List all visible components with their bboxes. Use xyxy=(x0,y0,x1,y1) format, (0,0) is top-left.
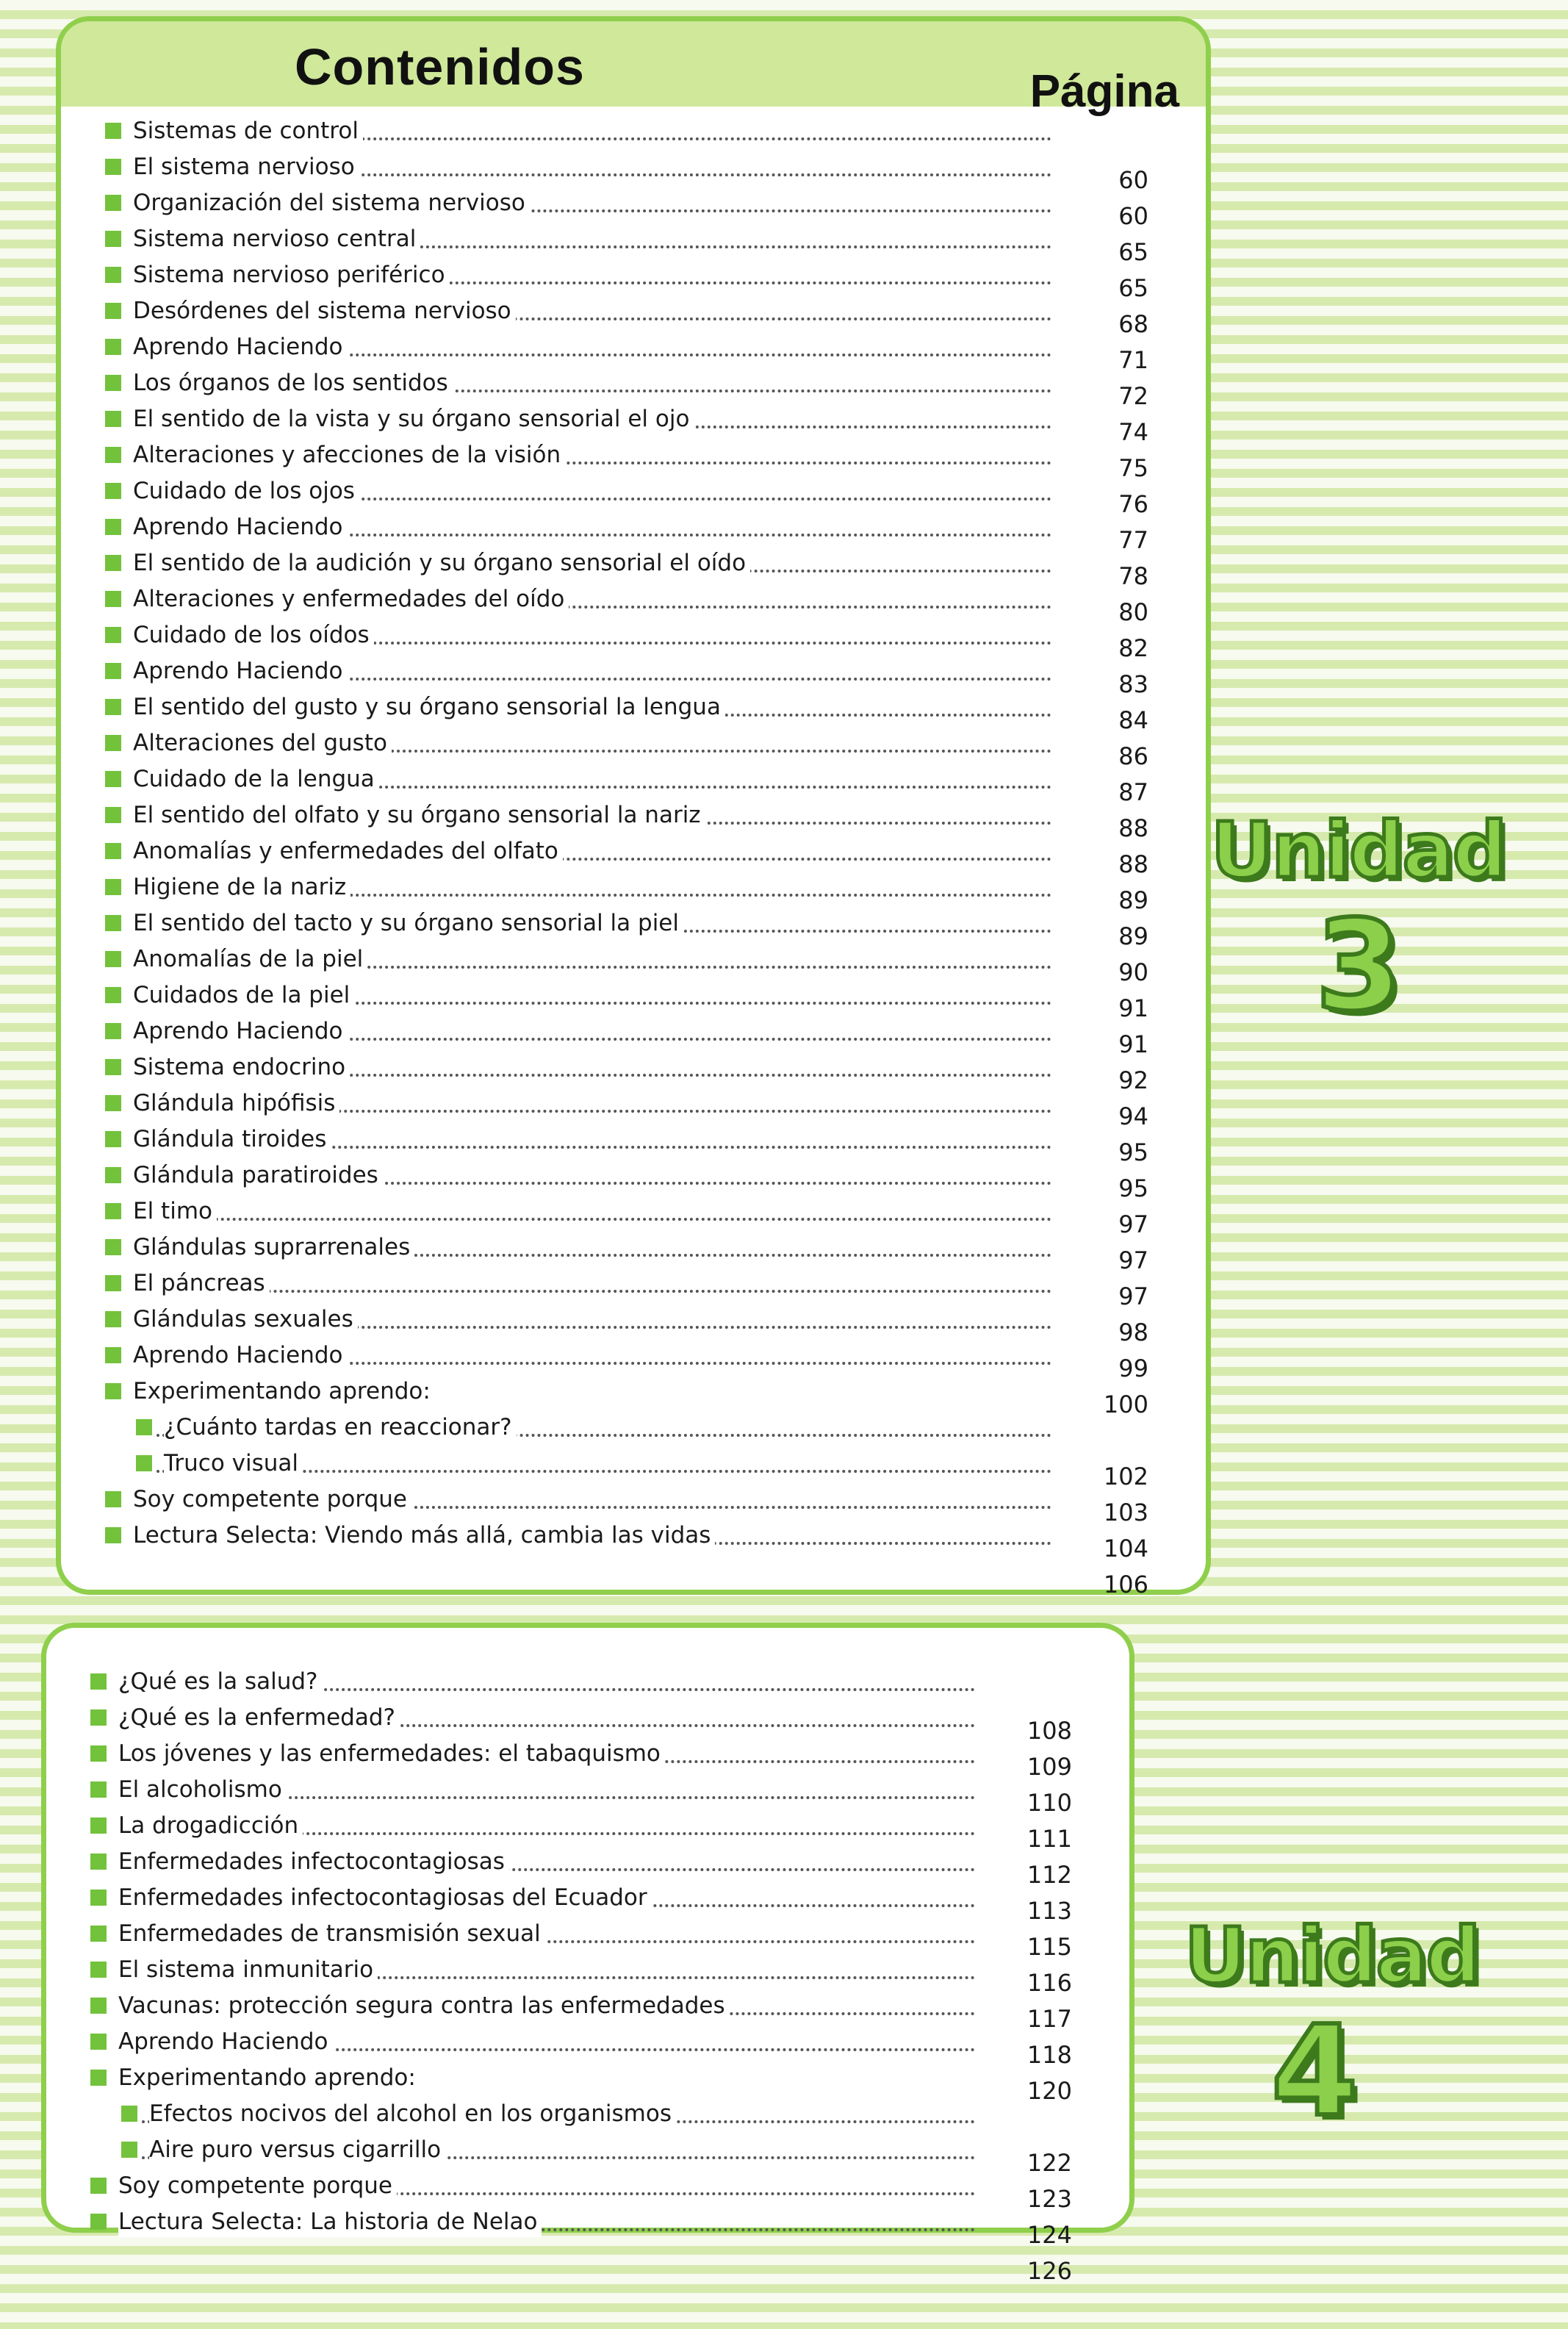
toc-entry-label: El timo xyxy=(133,1196,217,1227)
bullet-square-icon xyxy=(105,1203,121,1219)
bullet-square-icon xyxy=(136,1419,152,1435)
toc-entry xyxy=(61,548,1206,590)
toc-entry-page: 109 xyxy=(1026,1753,1072,1781)
toc-entry-label: Cuidados de la piel xyxy=(133,980,354,1011)
toc-entry-label: El páncreas xyxy=(133,1268,270,1299)
toc-entry xyxy=(46,1810,1129,1853)
toc-entry xyxy=(61,331,1206,374)
toc-entry xyxy=(61,980,1206,1022)
toc-entry-page: 97 xyxy=(1118,1210,1148,1238)
bullet-square-icon xyxy=(105,375,121,391)
bullet-square-icon xyxy=(90,1853,107,1870)
toc-entry-label: Aire puro versus cigarrillo xyxy=(149,2134,445,2165)
toc-entry-page: 106 xyxy=(1103,1571,1148,1598)
unit4-word: Unidad xyxy=(1184,1911,1480,2000)
bullet-square-icon xyxy=(90,1709,107,1726)
bullet-square-icon xyxy=(105,699,121,715)
bullet-square-icon xyxy=(105,879,121,895)
toc-entry-label: Glándulas suprarrenales xyxy=(133,1232,414,1263)
bullet-square-icon xyxy=(90,1781,107,1798)
bullet-square-icon xyxy=(90,2070,107,2086)
toc-entry-label: Sistema nervioso central xyxy=(133,223,420,254)
toc-entry xyxy=(61,1340,1206,1382)
toc-entry xyxy=(46,2026,1129,2069)
toc-entry-label: Glándula paratiroides xyxy=(133,1160,383,1191)
toc-entry-label: Anomalías y enfermedades del olfato xyxy=(133,836,563,866)
toc-entry xyxy=(61,1016,1206,1058)
toc-entry xyxy=(46,1666,1129,1702)
bullet-square-icon xyxy=(105,411,121,427)
bullet-square-icon xyxy=(105,267,121,283)
toc-entry-label: Aprendo Haciendo xyxy=(133,1016,348,1047)
toc-entry-page: 72 xyxy=(1118,382,1148,410)
toc-entry xyxy=(61,1304,1206,1346)
toc-entry-label: ¿Cuánto tardas en reaccionar? xyxy=(164,1412,517,1443)
toc-entry-label: Glándula hipófisis xyxy=(133,1088,339,1119)
toc-entry-page: 123 xyxy=(1026,2185,1072,2213)
toc-entry-label: El sentido del gusto y su órgano sensorial la lengua xyxy=(133,692,725,722)
toc-entry-label: Los jóvenes y las enfermedades: el tabaquismo xyxy=(118,1738,665,1769)
bullet-square-icon xyxy=(105,591,121,607)
toc-entry-label: Experimentando aprendo: xyxy=(118,2062,420,2093)
bullet-square-icon xyxy=(105,843,121,859)
toc-entry-page: 113 xyxy=(1026,1897,1072,1925)
bullet-square-icon xyxy=(121,2106,137,2122)
toc-entry-page: 104 xyxy=(1103,1535,1148,1562)
toc-entry xyxy=(61,656,1206,698)
toc-entry xyxy=(61,476,1206,518)
toc-entry xyxy=(61,728,1206,770)
toc-entry-page: 112 xyxy=(1026,1861,1072,1889)
bullet-square-icon xyxy=(105,519,121,535)
unit4-entry-list xyxy=(46,1666,1129,2285)
toc-entry-label: Anomalías de la piel xyxy=(133,944,367,975)
unit4-number: 4 xyxy=(1271,1999,1359,2145)
bullet-square-icon xyxy=(105,303,121,319)
toc-entry xyxy=(61,1268,1206,1310)
toc-entry xyxy=(61,512,1206,554)
toc-entry-page: 86 xyxy=(1118,742,1148,770)
toc-entry xyxy=(61,403,1206,446)
bullet-square-icon xyxy=(90,1890,107,1906)
toc-entry-label: El sentido de la vista y su órgano sensorial el ojo xyxy=(133,403,694,434)
toc-entry xyxy=(46,1774,1129,1817)
toc-entry-page: 116 xyxy=(1026,1969,1072,1997)
toc-entry xyxy=(46,2062,1129,2105)
bullet-square-icon xyxy=(105,987,121,1003)
toc-entry-page: 87 xyxy=(1118,778,1148,806)
toc-entry-page: 60 xyxy=(1118,202,1148,230)
toc-entry xyxy=(61,1088,1206,1130)
bullet-square-icon xyxy=(105,1275,121,1291)
contents-header xyxy=(61,21,1206,117)
toc-entry xyxy=(61,1484,1206,1526)
toc-entry xyxy=(46,1990,1129,2033)
toc-entry xyxy=(46,2242,1129,2285)
dot-leader xyxy=(157,1290,1051,1293)
bullet-square-icon xyxy=(105,1239,121,1255)
toc-entry-label: Lectura Selecta: La historia de Nelao xyxy=(118,2206,542,2237)
toc-entry-page: 83 xyxy=(1118,670,1148,698)
bullet-square-icon xyxy=(105,1095,121,1111)
toc-entry xyxy=(61,584,1206,626)
toc-entry-page: 126 xyxy=(1026,2257,1072,2285)
toc-entry xyxy=(61,692,1206,734)
toc-entry xyxy=(46,2206,1129,2249)
bullet-square-icon xyxy=(105,1491,121,1507)
toc-entry-label: Efectos nocivos del alcohol en los organismos xyxy=(149,2098,676,2129)
toc-entry-page: 97 xyxy=(1118,1246,1148,1274)
toc-entry-label: Soy competente porque xyxy=(133,1484,411,1515)
toc-entry-page: 95 xyxy=(1118,1174,1148,1202)
bullet-square-icon xyxy=(105,1167,121,1183)
bullet-square-icon xyxy=(90,2214,107,2230)
unit3-entry-list xyxy=(61,115,1206,1598)
bullet-square-icon xyxy=(105,123,121,139)
toc-entry-label: Soy competente porque xyxy=(118,2170,397,2201)
toc-entry xyxy=(61,1376,1206,1418)
toc-entry-page: 74 xyxy=(1118,418,1148,446)
toc-entry-label: Aprendo Haciendo xyxy=(118,2026,333,2057)
toc-entry-label: El sentido del tacto y su órgano sensorial la piel xyxy=(133,908,683,939)
toc-entry-label: Desórdenes del sistema nervioso xyxy=(133,295,516,326)
toc-entry xyxy=(61,908,1206,950)
toc-entry-page: 75 xyxy=(1118,454,1148,482)
toc-entry xyxy=(61,1232,1206,1274)
toc-entry-label: El alcoholismo xyxy=(118,1774,287,1805)
toc-entry-page: 115 xyxy=(1026,1933,1072,1961)
bullet-square-icon xyxy=(105,663,121,679)
toc-entry-label: Aprendo Haciendo xyxy=(133,331,348,362)
toc-entry-page: 90 xyxy=(1118,958,1148,986)
toc-entry-label: Alteraciones y afecciones de la visión xyxy=(133,439,565,470)
toc-entry xyxy=(61,187,1206,230)
toc-entry xyxy=(61,151,1206,194)
toc-entry-label: Enfermedades de transmisión sexual xyxy=(118,1918,545,1949)
toc-entry-page: 98 xyxy=(1118,1318,1148,1346)
toc-entry-label: Experimentando aprendo: xyxy=(133,1376,435,1407)
toc-entry xyxy=(46,2170,1129,2213)
toc-entry-label: Truco visual xyxy=(164,1448,303,1479)
toc-entry-page: 120 xyxy=(1026,2077,1072,2105)
bullet-square-icon xyxy=(105,231,121,247)
toc-entry xyxy=(61,872,1206,914)
toc-entry-label: El sistema nervioso xyxy=(133,151,359,182)
toc-entry-label: Cuidado de la lengua xyxy=(133,764,379,794)
toc-entry-page: 122 xyxy=(1026,2149,1072,2177)
bullet-square-icon xyxy=(105,1023,121,1039)
toc-entry-page: 102 xyxy=(1103,1463,1148,1490)
toc-entry-page: 60 xyxy=(1118,166,1148,194)
bullet-square-icon xyxy=(105,195,121,211)
toc-entry-label: Alteraciones y enfermedades del oído xyxy=(133,584,569,614)
toc-entry-label: Vacunas: protección segura contra las enfermedades xyxy=(118,1990,730,2021)
toc-entry xyxy=(46,1954,1129,1997)
toc-entry xyxy=(61,764,1206,806)
toc-entry xyxy=(61,1520,1206,1562)
bullet-square-icon xyxy=(105,735,121,751)
contents-title: Contenidos xyxy=(295,38,585,96)
toc-entry-page: 92 xyxy=(1118,1066,1148,1094)
bullet-square-icon xyxy=(90,2034,107,2050)
toc-entry-label: El sentido del olfato y su órgano sensorial la nariz xyxy=(133,800,705,830)
toc-entry-page: 89 xyxy=(1118,922,1148,950)
bullet-square-icon xyxy=(105,627,121,643)
toc-entry-label: Aprendo Haciendo xyxy=(133,656,348,686)
bullet-square-icon xyxy=(90,1673,107,1690)
bullet-square-icon xyxy=(90,1926,107,1942)
dot-leader xyxy=(157,1218,1051,1221)
toc-entry xyxy=(61,1160,1206,1202)
toc-entry xyxy=(46,1702,1129,1745)
bullet-square-icon xyxy=(105,1311,121,1327)
toc-entry-page: 103 xyxy=(1103,1499,1148,1526)
toc-entry-page: 78 xyxy=(1118,562,1148,590)
bullet-square-icon xyxy=(105,339,121,355)
bullet-square-icon xyxy=(90,1817,107,1834)
bullet-square-icon xyxy=(105,771,121,787)
bullet-square-icon xyxy=(105,1383,121,1399)
unit3-contents-panel xyxy=(56,16,1211,1598)
toc-entry-label: Sistema endocrino xyxy=(133,1052,350,1083)
bullet-square-icon xyxy=(105,807,121,823)
toc-entry xyxy=(46,1918,1129,1961)
toc-entry-page: 82 xyxy=(1118,634,1148,662)
toc-entry xyxy=(46,2134,1129,2177)
toc-entry-label: Cuidado de los oídos xyxy=(133,620,374,650)
toc-entry xyxy=(61,1448,1206,1490)
toc-entry xyxy=(61,259,1206,302)
toc-entry-label: Enfermedades infectocontagiosas del Ecuador xyxy=(118,1882,652,1913)
toc-entry-label: Aprendo Haciendo xyxy=(133,512,348,542)
toc-entry-page: 89 xyxy=(1118,886,1148,914)
toc-entry-page: 94 xyxy=(1118,1102,1148,1130)
toc-entry-label: Cuidado de los ojos xyxy=(133,476,359,506)
toc-entry xyxy=(61,367,1206,410)
toc-entry-page: 99 xyxy=(1118,1354,1148,1382)
toc-entry-label: Sistemas de control xyxy=(133,115,363,146)
toc-entry-page: 117 xyxy=(1026,2005,1072,2033)
toc-entry xyxy=(46,1882,1129,1925)
toc-entry-label: Enfermedades infectocontagiosas xyxy=(118,1846,509,1877)
toc-entry-page: 65 xyxy=(1118,274,1148,302)
toc-entry-label: Alteraciones del gusto xyxy=(133,728,392,758)
unit4-contents-panel xyxy=(41,1623,1134,2285)
toc-entry-label: El sistema inmunitario xyxy=(118,1954,378,1985)
toc-entry-page: 80 xyxy=(1118,598,1148,626)
toc-entry xyxy=(46,2098,1129,2134)
toc-entry xyxy=(61,295,1206,338)
toc-entry xyxy=(61,439,1206,482)
toc-entry-page: 71 xyxy=(1118,346,1148,374)
bullet-square-icon xyxy=(105,483,121,499)
toc-entry-label: Organización del sistema nervioso xyxy=(133,187,530,218)
bullet-square-icon xyxy=(105,1527,121,1543)
unit3-word: Unidad xyxy=(1211,805,1506,895)
toc-entry xyxy=(61,944,1206,986)
toc-entry xyxy=(61,1196,1206,1238)
toc-entry-page: 88 xyxy=(1118,814,1148,842)
toc-entry-label: Aprendo Haciendo xyxy=(133,1340,348,1371)
toc-entry xyxy=(61,800,1206,842)
toc-entry-label: ¿Qué es la salud? xyxy=(118,1666,323,1697)
toc-entry-page: 84 xyxy=(1118,706,1148,734)
toc-entry-page: 118 xyxy=(1026,2041,1072,2069)
toc-entry-page: 108 xyxy=(1026,1717,1072,1745)
bullet-square-icon xyxy=(90,1962,107,1978)
toc-entry-page: 68 xyxy=(1118,310,1148,338)
bullet-square-icon xyxy=(105,447,121,463)
toc-entry-label: Lectura Selecta: Viendo más allá, cambia las vidas xyxy=(133,1520,715,1551)
toc-entry-page: 91 xyxy=(1118,1030,1148,1058)
toc-entry xyxy=(61,836,1206,878)
bullet-square-icon xyxy=(90,1745,107,1762)
toc-entry-label: Sistema nervioso periférico xyxy=(133,259,450,290)
bullet-square-icon xyxy=(105,555,121,571)
bullet-square-icon xyxy=(105,951,121,967)
toc-entry xyxy=(61,1124,1206,1166)
bullet-square-icon xyxy=(121,2142,137,2158)
toc-entry-page: 77 xyxy=(1118,526,1148,554)
toc-entry-page: 95 xyxy=(1118,1138,1148,1166)
unit3-number: 3 xyxy=(1315,894,1403,1039)
toc-entry-page: 65 xyxy=(1118,238,1148,266)
toc-entry-label: Glándulas sexuales xyxy=(133,1304,358,1335)
toc-entry-label: Higiene de la nariz xyxy=(133,872,350,902)
toc-entry-page: 111 xyxy=(1026,1825,1072,1853)
toc-entry-label: Glándula tiroides xyxy=(133,1124,331,1155)
toc-entry-page: 76 xyxy=(1118,490,1148,518)
toc-entry xyxy=(61,115,1206,151)
toc-entry-label: Los órganos de los sentidos xyxy=(133,367,453,398)
toc-entry xyxy=(61,1556,1206,1598)
toc-entry-label: ¿Qué es la enfermedad? xyxy=(118,1702,400,1733)
toc-entry-page: 110 xyxy=(1026,1789,1072,1817)
page-column-title: Página xyxy=(1029,66,1179,117)
toc-entry xyxy=(61,1412,1206,1448)
bullet-square-icon xyxy=(105,1347,121,1363)
toc-entry xyxy=(61,1052,1206,1094)
bullet-square-icon xyxy=(90,1998,107,2014)
toc-entry-label: La drogadicción xyxy=(118,1810,303,1841)
toc-entry xyxy=(61,620,1206,662)
bullet-square-icon xyxy=(136,1455,152,1471)
toc-entry-label: El sentido de la audición y su órgano sensorial el oído xyxy=(133,548,750,578)
toc-entry-page: 100 xyxy=(1103,1390,1148,1418)
toc-entry-page: 124 xyxy=(1026,2221,1072,2249)
bullet-square-icon xyxy=(105,1131,121,1147)
bullet-square-icon xyxy=(105,1059,121,1075)
toc-entry xyxy=(46,1846,1129,1889)
bullet-square-icon xyxy=(105,915,121,931)
bullet-square-icon xyxy=(105,159,121,175)
toc-entry-page: 88 xyxy=(1118,850,1148,878)
toc-entry xyxy=(46,1738,1129,1781)
toc-entry-page: 97 xyxy=(1118,1282,1148,1310)
bullet-square-icon xyxy=(90,2178,107,2194)
toc-entry xyxy=(61,223,1206,266)
toc-entry-page: 91 xyxy=(1118,994,1148,1022)
